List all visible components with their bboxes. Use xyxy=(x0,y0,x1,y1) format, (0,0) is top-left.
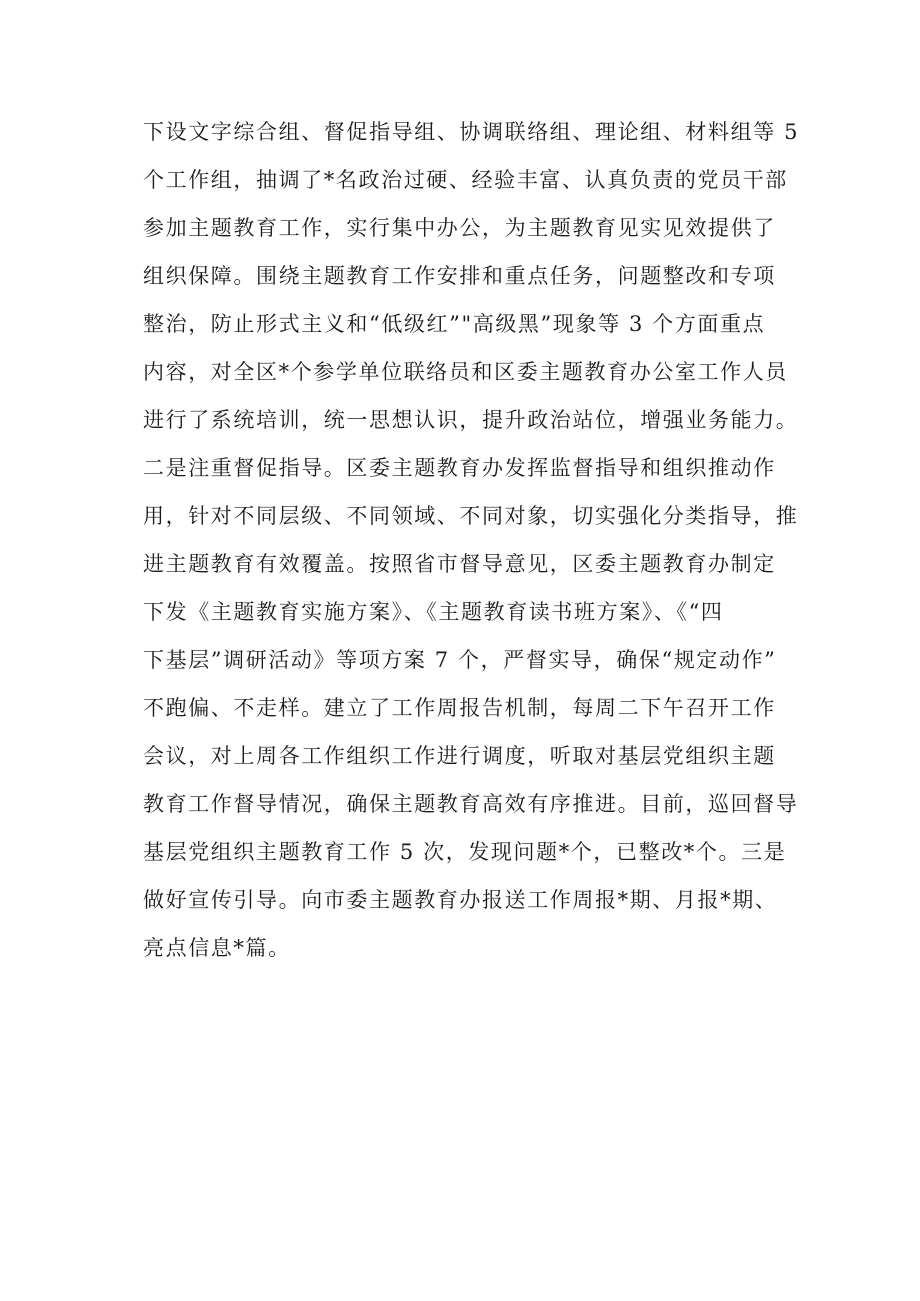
text-line: 下设文字综合组、督促指导组、协调联络组、理论组、材料组等 5 xyxy=(143,120,800,144)
text-line: 进行了系统培训，统一思想认识，提升政治站位，增强业务能力。 xyxy=(143,408,799,432)
text-line: 进主题教育有效覆盖。按照省市督导意见，区委主题教育办制定 xyxy=(143,552,776,576)
text-line: 组织保障。围绕主题教育工作安排和重点任务，问题整改和专项 xyxy=(143,264,776,288)
text-line: 教育工作督导情况，确保主题教育高效有序推进。目前，巡回督导 xyxy=(143,792,799,816)
text-line: 亮点信息*篇。 xyxy=(143,936,291,960)
text-line: 参加主题教育工作，实行集中办公，为主题教育见实见效提供了 xyxy=(143,216,776,240)
text-line: 整治，防止形式主义和“低级红”"高级黑”现象等 3 个方面重点 xyxy=(143,312,766,336)
text-line: 下基层”调研活动》等项方案 7 个，严督实导，确保“规定动作” xyxy=(143,648,777,672)
text-line: 用，针对不同层级、不同领域、不同对象，切实强化分类指导，推 xyxy=(143,504,799,528)
text-line: 内容，对全区*个参学单位联络员和区委主题教育办公室工作人员 xyxy=(143,360,788,384)
text-line: 不跑偏、不走样。建立了工作周报告机制，每周二下午召开工作 xyxy=(143,696,776,720)
text-line: 会议，对上周各工作组织工作进行调度，听取对基层党组织主题 xyxy=(143,744,776,768)
text-line: 个工作组，抽调了*名政治过硬、经验丰富、认真负责的党员干部 xyxy=(143,168,788,192)
text-line: 做好宣传引导。向市委主题教育办报送工作周报*期、月报*期、 xyxy=(143,888,778,912)
text-line: 二是注重督促指导。区委主题教育办发挥监督指导和组织推动作 xyxy=(143,456,776,480)
body-text xyxy=(143,108,803,972)
text-line: 基层党组织主题教育工作 5 次，发现问题*个，已整改*个。三是 xyxy=(143,840,787,864)
text-line: 下发《主题教育实施方案》、《主题教育读书班方案》、《“四 xyxy=(143,600,724,624)
